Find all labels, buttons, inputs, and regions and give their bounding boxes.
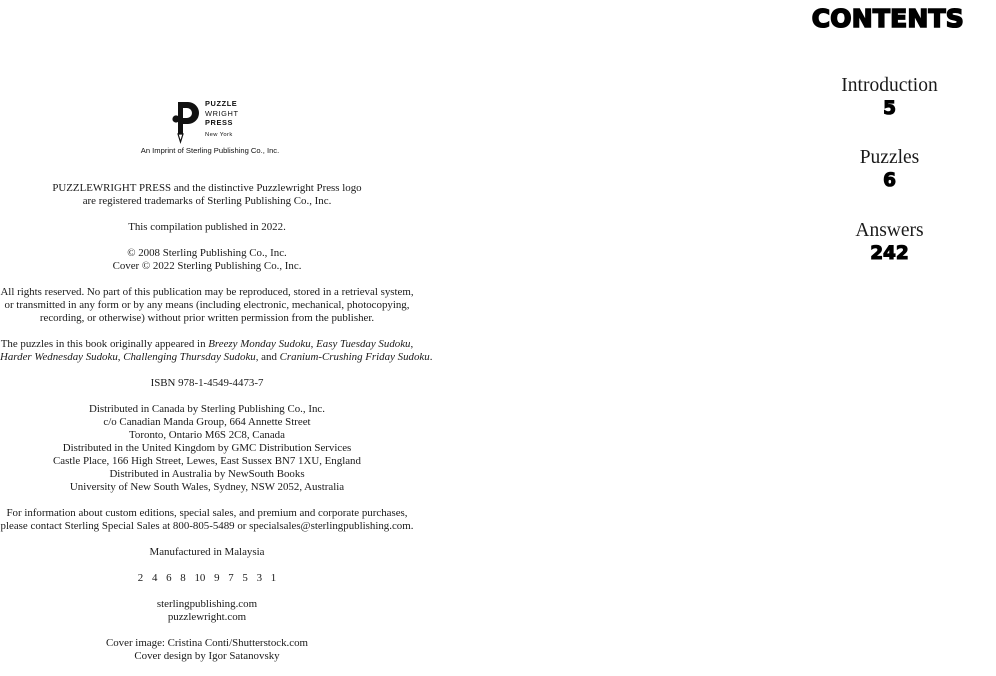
contents-page [780,0,996,668]
distribution-line: Castle Place, 166 High Street, Lewes, East Sussex BN7 1XU, England [53,455,361,467]
imprint-line: An Imprint of Sterling Publishing Co., Inc. [140,146,280,155]
distribution-line: Distributed in Australia by NewSouth Books [109,468,305,480]
logo-line-wright: WRIGHT [205,108,239,118]
cover-credits-paragraph [0,637,414,663]
toc-entry-page: 6 [883,170,896,191]
website: sterlingpublishing.com [156,598,258,610]
original-publication-line [0,351,433,364]
publisher-logo [168,99,248,145]
toc-entry-label: Introduction [841,75,938,96]
compilation-line: This compilation published in 2022. [128,221,286,233]
website: puzzlewright.com [167,611,247,623]
original-publication-line [0,338,414,351]
separator: , [310,338,317,350]
toc-entry-page: 242 [870,243,909,264]
separator: , [410,338,414,350]
toc-entry-label: Answers [855,220,924,241]
distribution-paragraph [0,403,414,494]
copyright-paragraph [0,247,414,273]
separator: , and [255,351,280,363]
contents-heading: CONTENTS [811,4,964,33]
toc-entry-introduction[interactable] [780,75,996,120]
book-title: Easy Tuesday Sudoku [316,338,411,350]
rights-line: All rights reserved. No part of this publication may be reproduced, stored in a retrieval system, [0,286,414,298]
rights-paragraph [0,286,414,325]
puzzle-pencil-logo-icon [168,99,204,145]
distribution-line: University of New South Wales, Sydney, NSW 2052, Australia [69,481,345,493]
cover-design-credit: Cover design by Igor Satanovsky [134,650,280,662]
logo-line-puzzle: PUZZLE [205,99,238,108]
book-title: Challenging Thursday Sudoku [123,351,256,363]
special-sales-line: please contact Sterling Special Sales at 800-805-5489 or specialsales@sterlingpublishing.com. [0,520,414,532]
printing-number-line: 2 4 6 8 10 9 7 5 3 1 [137,572,277,584]
toc-entry-answers[interactable] [780,220,996,265]
isbn: ISBN 978-1-4549-4473-7 [150,377,264,389]
distribution-line: c/o Canadian Manda Group, 664 Annette Street [103,416,311,428]
special-sales-paragraph [0,507,414,533]
cover-copyright-line: Cover © 2022 Sterling Publishing Co., Inc. [112,260,302,272]
rights-line: recording, or otherwise) without prior written permission from the publisher. [39,312,375,324]
trademark-line: PUZZLEWRIGHT PRESS and the distinctive Puzzlewright Press logo [52,182,362,194]
distribution-line: Toronto, Ontario M6S 2C8, Canada [129,429,285,441]
copyright-line: © 2008 Sterling Publishing Co., Inc. [127,247,287,259]
original-publication-paragraph [0,338,433,364]
trademark-line: are registered trademarks of Sterling Publishing Co., Inc. [82,195,332,207]
toc-entry-puzzles[interactable] [780,147,996,192]
copyright-page [0,0,433,668]
original-prefix: The puzzles in this book originally appeared in [0,338,209,350]
book-title: Cranium-Crushing Friday Sudoku [279,351,430,363]
logo-line-press: PRESS [205,118,234,128]
toc-entry-label: Puzzles [859,147,920,168]
cover-image-credit: Cover image: Cristina Conti/Shutterstock.com [105,637,309,649]
trademark-paragraph [0,182,414,208]
toc-entry-page: 5 [883,98,896,119]
rights-line: or transmitted in any form or by any means (including electronic, mechanical, photocopying, [4,299,410,311]
logo-wordmark [205,99,239,140]
period: . [429,351,433,363]
special-sales-line: For information about custom editions, special sales, and premium and corporate purchases, [6,507,408,519]
separator: , [117,351,124,363]
distribution-line: Distributed in the United Kingdom by GMC Distribution Services [62,442,352,454]
websites-paragraph [0,598,414,624]
printing-line-paragraph [0,572,414,585]
manufactured-paragraph [0,546,414,559]
logo-city: New York [205,131,233,138]
compilation-paragraph [0,221,414,234]
manufactured-in: Manufactured in Malaysia [149,546,265,558]
book-title: Harder Wednesday Sudoku [0,351,118,363]
book-title: Breezy Monday Sudoku [208,338,311,350]
legal-notice [0,182,433,676]
distribution-line: Distributed in Canada by Sterling Publishing Co., Inc. [89,403,325,415]
isbn-paragraph [0,377,414,390]
